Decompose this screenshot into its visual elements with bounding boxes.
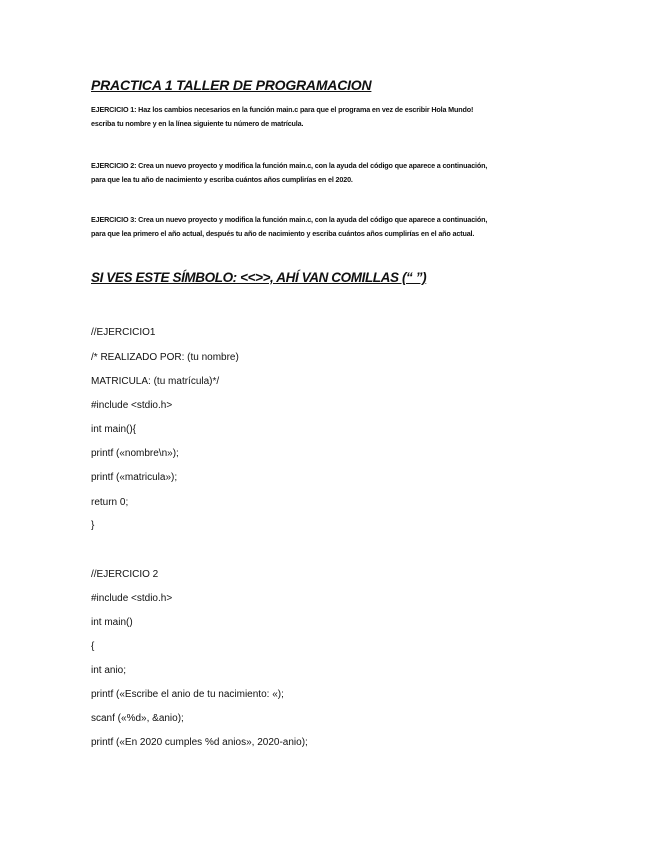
exercise-1-text [91,103,473,131]
exercise-2-line-2: para que lea tu año de nacimiento y escriba cuántos años cumplirías en el 2020. [91,175,353,184]
code-line: /* REALIZADO POR: (tu nombre) [91,352,239,363]
exercise-1-line-1: EJERCICIO 1: Haz los cambios necesarios en la función main.c para que el programa en vez de escribir Hola Mundo! [91,105,474,114]
quotes-note-heading: SI VES ESTE SÍMBOLO: <<>>, AHÍ VAN COMILLAS (“ ”) [91,270,427,285]
code-line: printf («En 2020 cumples %d anios», 2020-anio); [91,737,308,748]
exercise-1-line-2: escriba tu nombre y en la línea siguiente tu número de matrícula. [91,119,304,128]
code-line: int anio; [91,665,127,676]
code-line: int main(){ [91,424,137,435]
document-title: PRACTICA 1 TALLER DE PROGRAMACION [91,77,372,93]
code-line: printf («nombre\n»); [91,448,179,459]
code-line: int main() [91,617,133,628]
exercise-3-text [91,213,487,241]
exercise-3-line-1: EJERCICIO 3: Crea un nuevo proyecto y modifica la función main.c, con la ayuda del código que aparece a continuación, [91,215,488,224]
exercise-2-text [91,159,487,187]
code-line: printf («matricula»); [91,472,178,483]
code-line: scanf («%d», &anio); [91,713,184,724]
code-line: MATRICULA: (tu matrícula)*/ [91,376,220,387]
exercise-2-line-1: EJERCICIO 2: Crea un nuevo proyecto y modifica la función main.c, con la ayuda del código que aparece a continuación, [91,161,488,170]
code-line: #include <stdio.h> [91,593,173,604]
code-line: #include <stdio.h> [91,400,173,411]
code-line: printf («Escribe el anio de tu nacimiento: «); [91,689,284,700]
code-line: //EJERCICIO1 [91,327,156,338]
exercise-3-line-2: para que lea primero el año actual, después tu año de nacimiento y escriba cuántos años cumplirías en el año actual. [91,229,475,238]
code-line: //EJERCICIO 2 [91,569,159,580]
code-line: return 0; [91,497,129,508]
code-line: } [91,520,95,531]
code-line: { [91,641,95,652]
